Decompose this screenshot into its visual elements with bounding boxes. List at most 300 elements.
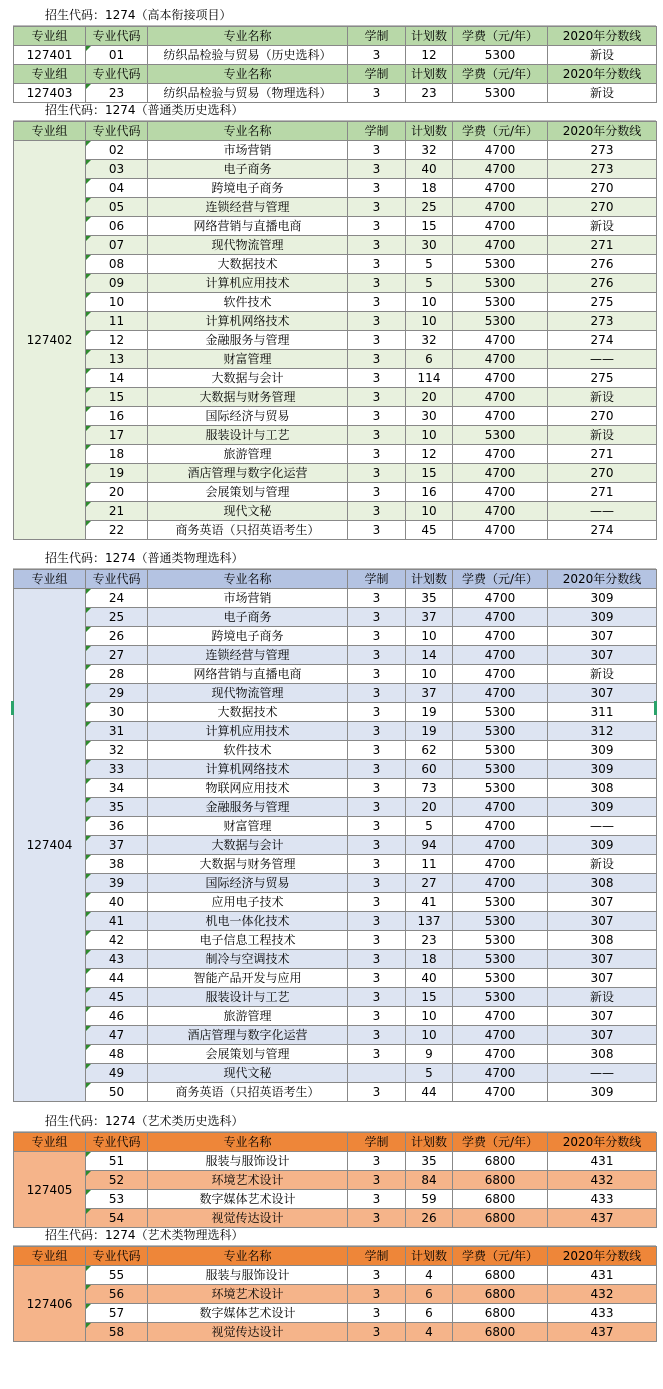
tuition: 4700 bbox=[453, 608, 548, 627]
code-header: 专业代码 bbox=[86, 122, 148, 141]
years: 3 bbox=[348, 912, 406, 931]
table-row bbox=[14, 855, 657, 874]
tuition: 4700 bbox=[453, 141, 548, 160]
tuition: 5300 bbox=[453, 426, 548, 445]
plan-count: 4 bbox=[406, 1323, 453, 1342]
name-header: 专业名称 bbox=[148, 122, 348, 141]
major-code: 53 bbox=[86, 1190, 148, 1209]
table-row bbox=[14, 1266, 657, 1285]
major-code: 42 bbox=[86, 931, 148, 950]
score-line: 309 bbox=[548, 760, 657, 779]
major-name: 大数据与财务管理 bbox=[148, 388, 348, 407]
years-header: 学制 bbox=[348, 122, 406, 141]
tuition: 5300 bbox=[453, 274, 548, 293]
plan-count: 20 bbox=[406, 798, 453, 817]
tuition: 5300 bbox=[453, 46, 548, 65]
table-row bbox=[14, 1285, 657, 1304]
tuition: 4700 bbox=[453, 521, 548, 540]
major-code: 06 bbox=[86, 217, 148, 236]
major-name: 大数据与会计 bbox=[148, 836, 348, 855]
tuition: 5300 bbox=[453, 703, 548, 722]
table-row bbox=[14, 874, 657, 893]
tuition: 4700 bbox=[453, 236, 548, 255]
years: 3 bbox=[348, 665, 406, 684]
table-row bbox=[14, 1064, 657, 1083]
tuition: 6800 bbox=[453, 1285, 548, 1304]
major-code: 03 bbox=[86, 160, 148, 179]
section-bridge bbox=[13, 6, 656, 103]
plan-count: 10 bbox=[406, 1007, 453, 1026]
plan-count: 10 bbox=[406, 312, 453, 331]
name-header: 专业名称 bbox=[148, 65, 348, 84]
years: 3 bbox=[348, 703, 406, 722]
selection-marker-left bbox=[11, 701, 14, 715]
name-header: 专业名称 bbox=[148, 1247, 348, 1266]
table-row bbox=[14, 817, 657, 836]
major-code: 08 bbox=[86, 255, 148, 274]
years: 3 bbox=[348, 969, 406, 988]
table-row bbox=[14, 684, 657, 703]
table-row bbox=[14, 217, 657, 236]
major-name: 计算机应用技术 bbox=[148, 722, 348, 741]
score-header: 2020年分数线 bbox=[548, 65, 657, 84]
plan-count: 32 bbox=[406, 331, 453, 350]
score-line: 新设 bbox=[548, 217, 657, 236]
score-line: 309 bbox=[548, 608, 657, 627]
years: 3 bbox=[348, 1007, 406, 1026]
major-name: 环境艺术设计 bbox=[148, 1285, 348, 1304]
years: 3 bbox=[348, 331, 406, 350]
score-line: 新设 bbox=[548, 388, 657, 407]
years: 3 bbox=[348, 483, 406, 502]
years: 3 bbox=[348, 502, 406, 521]
score-line: 273 bbox=[548, 141, 657, 160]
tuition: 5300 bbox=[453, 255, 548, 274]
code-header: 专业代码 bbox=[86, 1133, 148, 1152]
major-name: 现代文秘 bbox=[148, 1064, 348, 1083]
group-header: 专业组 bbox=[14, 1133, 86, 1152]
plan-header: 计划数 bbox=[406, 1247, 453, 1266]
plan-count: 60 bbox=[406, 760, 453, 779]
group-header: 专业组 bbox=[14, 122, 86, 141]
major-code: 37 bbox=[86, 836, 148, 855]
tuition: 6800 bbox=[453, 1323, 548, 1342]
plan-count: 6 bbox=[406, 1304, 453, 1323]
plan-count: 114 bbox=[406, 369, 453, 388]
tuition: 4700 bbox=[453, 464, 548, 483]
years: 3 bbox=[348, 350, 406, 369]
plan-count: 35 bbox=[406, 1152, 453, 1171]
major-name: 大数据技术 bbox=[148, 255, 348, 274]
years: 3 bbox=[348, 369, 406, 388]
major-code: 15 bbox=[86, 388, 148, 407]
major-name: 服装与服饰设计 bbox=[148, 1266, 348, 1285]
section-title: 招生代码：1274（艺术类历史选科） bbox=[45, 1114, 244, 1128]
table-row bbox=[14, 369, 657, 388]
table-row bbox=[14, 312, 657, 331]
score-line: 276 bbox=[548, 274, 657, 293]
major-name: 国际经济与贸易 bbox=[148, 407, 348, 426]
table-row bbox=[14, 1026, 657, 1045]
table-row bbox=[14, 141, 657, 160]
tuition: 5300 bbox=[453, 988, 548, 1007]
section-art-history bbox=[13, 1112, 656, 1228]
tuition: 6800 bbox=[453, 1304, 548, 1323]
table-art-physics bbox=[13, 1246, 657, 1342]
major-code: 52 bbox=[86, 1171, 148, 1190]
major-code: 24 bbox=[86, 589, 148, 608]
major-code: 18 bbox=[86, 445, 148, 464]
years: 3 bbox=[348, 1152, 406, 1171]
score-line: 275 bbox=[548, 369, 657, 388]
plan-header: 计划数 bbox=[406, 570, 453, 589]
table-row bbox=[14, 836, 657, 855]
section-physics bbox=[13, 549, 656, 1102]
major-name: 商务英语（只招英语考生） bbox=[148, 1083, 348, 1102]
major-code: 58 bbox=[86, 1323, 148, 1342]
name-header: 专业名称 bbox=[148, 27, 348, 46]
tuition: 5300 bbox=[453, 779, 548, 798]
score-line: 307 bbox=[548, 912, 657, 931]
score-line: 308 bbox=[548, 779, 657, 798]
tuition: 4700 bbox=[453, 179, 548, 198]
score-line: 270 bbox=[548, 464, 657, 483]
tuition: 4700 bbox=[453, 1007, 548, 1026]
plan-count: 6 bbox=[406, 1285, 453, 1304]
score-line: —— bbox=[548, 817, 657, 836]
score-line: 308 bbox=[548, 1045, 657, 1064]
years-header: 学制 bbox=[348, 65, 406, 84]
major-code: 17 bbox=[86, 426, 148, 445]
score-line: 437 bbox=[548, 1323, 657, 1342]
table-row bbox=[14, 502, 657, 521]
major-name: 国际经济与贸易 bbox=[148, 874, 348, 893]
plan-count: 15 bbox=[406, 217, 453, 236]
group-header: 专业组 bbox=[14, 570, 86, 589]
years: 3 bbox=[348, 1266, 406, 1285]
major-name: 金融服务与管理 bbox=[148, 798, 348, 817]
plan-header: 计划数 bbox=[406, 122, 453, 141]
major-name: 财富管理 bbox=[148, 817, 348, 836]
tuition: 5300 bbox=[453, 293, 548, 312]
tuition: 4700 bbox=[453, 855, 548, 874]
tuition: 4700 bbox=[453, 160, 548, 179]
years: 3 bbox=[348, 312, 406, 331]
plan-count: 14 bbox=[406, 646, 453, 665]
plan-count: 84 bbox=[406, 1171, 453, 1190]
table-row bbox=[14, 1045, 657, 1064]
years: 3 bbox=[348, 1171, 406, 1190]
tuition: 5300 bbox=[453, 760, 548, 779]
years: 3 bbox=[348, 855, 406, 874]
years: 3 bbox=[348, 1209, 406, 1228]
years: 3 bbox=[348, 817, 406, 836]
plan-count: 5 bbox=[406, 1064, 453, 1083]
major-name: 大数据技术 bbox=[148, 703, 348, 722]
major-code: 26 bbox=[86, 627, 148, 646]
group-code: 127401 bbox=[14, 46, 86, 65]
years: 3 bbox=[348, 684, 406, 703]
plan-count: 12 bbox=[406, 46, 453, 65]
section-title: 招生代码：1274（普通类物理选科） bbox=[45, 551, 244, 565]
major-name: 连锁经营与管理 bbox=[148, 646, 348, 665]
code-header: 专业代码 bbox=[86, 65, 148, 84]
tuition: 5300 bbox=[453, 741, 548, 760]
major-code: 40 bbox=[86, 893, 148, 912]
major-name: 旅游管理 bbox=[148, 445, 348, 464]
table-art-history bbox=[13, 1132, 657, 1228]
score-line: 新设 bbox=[548, 988, 657, 1007]
major-code: 12 bbox=[86, 331, 148, 350]
years: 3 bbox=[348, 388, 406, 407]
major-name: 物联网应用技术 bbox=[148, 779, 348, 798]
plan-count: 137 bbox=[406, 912, 453, 931]
years: 3 bbox=[348, 798, 406, 817]
tuition: 5300 bbox=[453, 312, 548, 331]
table-row bbox=[14, 703, 657, 722]
score-line: 307 bbox=[548, 646, 657, 665]
major-code: 57 bbox=[86, 1304, 148, 1323]
score-line: —— bbox=[548, 1064, 657, 1083]
major-code: 21 bbox=[86, 502, 148, 521]
plan-count: 27 bbox=[406, 874, 453, 893]
major-code: 39 bbox=[86, 874, 148, 893]
years: 3 bbox=[348, 893, 406, 912]
table-row bbox=[14, 1171, 657, 1190]
plan-count: 5 bbox=[406, 817, 453, 836]
major-code: 07 bbox=[86, 236, 148, 255]
table-row bbox=[14, 988, 657, 1007]
tuition: 5300 bbox=[453, 722, 548, 741]
major-name: 智能产品开发与应用 bbox=[148, 969, 348, 988]
major-code: 28 bbox=[86, 665, 148, 684]
major-name: 市场营销 bbox=[148, 141, 348, 160]
major-name: 服装设计与工艺 bbox=[148, 988, 348, 1007]
major-name: 计算机网络技术 bbox=[148, 760, 348, 779]
years: 3 bbox=[348, 464, 406, 483]
score-line: 270 bbox=[548, 407, 657, 426]
plan-count: 32 bbox=[406, 141, 453, 160]
plan-count: 4 bbox=[406, 1266, 453, 1285]
plan-count: 20 bbox=[406, 388, 453, 407]
score-line: 308 bbox=[548, 874, 657, 893]
score-line: 新设 bbox=[548, 855, 657, 874]
group-code: 127402 bbox=[14, 141, 86, 540]
major-code: 33 bbox=[86, 760, 148, 779]
major-code: 29 bbox=[86, 684, 148, 703]
section-history bbox=[13, 101, 656, 540]
score-header: 2020年分数线 bbox=[548, 27, 657, 46]
table-row bbox=[14, 426, 657, 445]
years: 3 bbox=[348, 141, 406, 160]
table-row bbox=[14, 293, 657, 312]
tuition: 4700 bbox=[453, 874, 548, 893]
plan-count: 18 bbox=[406, 179, 453, 198]
major-name: 大数据与财务管理 bbox=[148, 855, 348, 874]
major-name: 计算机应用技术 bbox=[148, 274, 348, 293]
major-code: 44 bbox=[86, 969, 148, 988]
table-row bbox=[14, 521, 657, 540]
score-line: —— bbox=[548, 502, 657, 521]
major-name: 旅游管理 bbox=[148, 1007, 348, 1026]
score-line: 271 bbox=[548, 445, 657, 464]
plan-count: 41 bbox=[406, 893, 453, 912]
years-header: 学制 bbox=[348, 27, 406, 46]
years: 3 bbox=[348, 46, 406, 65]
score-line: 275 bbox=[548, 293, 657, 312]
plan-count: 16 bbox=[406, 483, 453, 502]
years: 3 bbox=[348, 445, 406, 464]
tuition: 6800 bbox=[453, 1209, 548, 1228]
table-row bbox=[14, 646, 657, 665]
table-row bbox=[14, 741, 657, 760]
table-row bbox=[14, 46, 657, 65]
tuition: 6800 bbox=[453, 1190, 548, 1209]
table-bridge bbox=[13, 26, 657, 103]
major-name: 大数据与会计 bbox=[148, 369, 348, 388]
major-code: 35 bbox=[86, 798, 148, 817]
table-row bbox=[14, 84, 657, 103]
major-name: 金融服务与管理 bbox=[148, 331, 348, 350]
group-header: 专业组 bbox=[14, 1247, 86, 1266]
years: 3 bbox=[348, 521, 406, 540]
years: 3 bbox=[348, 988, 406, 1007]
code-header: 专业代码 bbox=[86, 1247, 148, 1266]
table-history bbox=[13, 121, 657, 540]
score-header: 2020年分数线 bbox=[548, 1247, 657, 1266]
years: 3 bbox=[348, 722, 406, 741]
major-code: 36 bbox=[86, 817, 148, 836]
table-row bbox=[14, 179, 657, 198]
major-code: 22 bbox=[86, 521, 148, 540]
years: 3 bbox=[348, 1083, 406, 1102]
major-code: 20 bbox=[86, 483, 148, 502]
section-title: 招生代码：1274（高本衔接项目） bbox=[45, 8, 232, 22]
score-line: 309 bbox=[548, 1083, 657, 1102]
major-code: 50 bbox=[86, 1083, 148, 1102]
score-line: 新设 bbox=[548, 84, 657, 103]
table-row bbox=[14, 1323, 657, 1342]
years bbox=[348, 1064, 406, 1083]
table-row bbox=[14, 1152, 657, 1171]
score-line: 309 bbox=[548, 589, 657, 608]
plan-count: 40 bbox=[406, 969, 453, 988]
plan-count: 5 bbox=[406, 255, 453, 274]
major-code: 30 bbox=[86, 703, 148, 722]
major-name: 环境艺术设计 bbox=[148, 1171, 348, 1190]
major-code: 47 bbox=[86, 1026, 148, 1045]
table-row bbox=[14, 350, 657, 369]
years: 3 bbox=[348, 931, 406, 950]
years: 3 bbox=[348, 779, 406, 798]
score-line: 309 bbox=[548, 741, 657, 760]
score-header: 2020年分数线 bbox=[548, 1133, 657, 1152]
tuition: 4700 bbox=[453, 684, 548, 703]
table-row bbox=[14, 608, 657, 627]
plan-count: 10 bbox=[406, 627, 453, 646]
plan-count: 10 bbox=[406, 293, 453, 312]
tuition: 4700 bbox=[453, 445, 548, 464]
score-line: 新设 bbox=[548, 426, 657, 445]
major-name: 跨境电子商务 bbox=[148, 179, 348, 198]
header-row bbox=[14, 122, 657, 141]
table-row bbox=[14, 665, 657, 684]
years: 3 bbox=[348, 760, 406, 779]
group-header: 专业组 bbox=[14, 27, 86, 46]
score-line: 433 bbox=[548, 1190, 657, 1209]
table-row bbox=[14, 331, 657, 350]
score-line: 271 bbox=[548, 483, 657, 502]
name-header: 专业名称 bbox=[148, 570, 348, 589]
code-header: 专业代码 bbox=[86, 27, 148, 46]
score-line: 432 bbox=[548, 1171, 657, 1190]
years: 3 bbox=[348, 274, 406, 293]
tuition: 4700 bbox=[453, 1045, 548, 1064]
tuition: 4700 bbox=[453, 483, 548, 502]
plan-count: 23 bbox=[406, 931, 453, 950]
score-line: 274 bbox=[548, 521, 657, 540]
major-name: 财富管理 bbox=[148, 350, 348, 369]
table-row bbox=[14, 722, 657, 741]
major-name: 连锁经营与管理 bbox=[148, 198, 348, 217]
section-title: 招生代码：1274（艺术类物理选科） bbox=[45, 1228, 244, 1242]
fee-header: 学费（元/年） bbox=[453, 122, 548, 141]
score-line: 新设 bbox=[548, 46, 657, 65]
tuition: 5300 bbox=[453, 912, 548, 931]
table-row bbox=[14, 483, 657, 502]
score-line: 270 bbox=[548, 198, 657, 217]
score-line: 431 bbox=[548, 1152, 657, 1171]
major-name: 现代物流管理 bbox=[148, 684, 348, 703]
tuition: 4700 bbox=[453, 627, 548, 646]
score-line: 309 bbox=[548, 836, 657, 855]
major-code: 23 bbox=[86, 84, 148, 103]
major-code: 46 bbox=[86, 1007, 148, 1026]
score-line: 307 bbox=[548, 950, 657, 969]
table-row bbox=[14, 388, 657, 407]
major-name: 制冷与空调技术 bbox=[148, 950, 348, 969]
tuition: 4700 bbox=[453, 331, 548, 350]
tuition: 6800 bbox=[453, 1266, 548, 1285]
major-code: 04 bbox=[86, 179, 148, 198]
plan-count: 44 bbox=[406, 1083, 453, 1102]
major-code: 32 bbox=[86, 741, 148, 760]
header-row bbox=[14, 1133, 657, 1152]
years: 3 bbox=[348, 293, 406, 312]
major-code: 55 bbox=[86, 1266, 148, 1285]
plan-count: 73 bbox=[406, 779, 453, 798]
major-code: 56 bbox=[86, 1285, 148, 1304]
fee-header: 学费（元/年） bbox=[453, 65, 548, 84]
years: 3 bbox=[348, 1304, 406, 1323]
table-row bbox=[14, 1007, 657, 1026]
header-row bbox=[14, 570, 657, 589]
years: 3 bbox=[348, 407, 406, 426]
tuition: 4700 bbox=[453, 217, 548, 236]
plan-count: 26 bbox=[406, 1209, 453, 1228]
tuition: 5300 bbox=[453, 893, 548, 912]
score-line: 307 bbox=[548, 627, 657, 646]
years: 3 bbox=[348, 1190, 406, 1209]
name-header: 专业名称 bbox=[148, 1133, 348, 1152]
selection-marker-right bbox=[654, 701, 657, 715]
fee-header: 学费（元/年） bbox=[453, 1247, 548, 1266]
plan-count: 23 bbox=[406, 84, 453, 103]
plan-count: 35 bbox=[406, 589, 453, 608]
plan-count: 25 bbox=[406, 198, 453, 217]
header-row bbox=[14, 27, 657, 46]
major-name: 会展策划与管理 bbox=[148, 1045, 348, 1064]
